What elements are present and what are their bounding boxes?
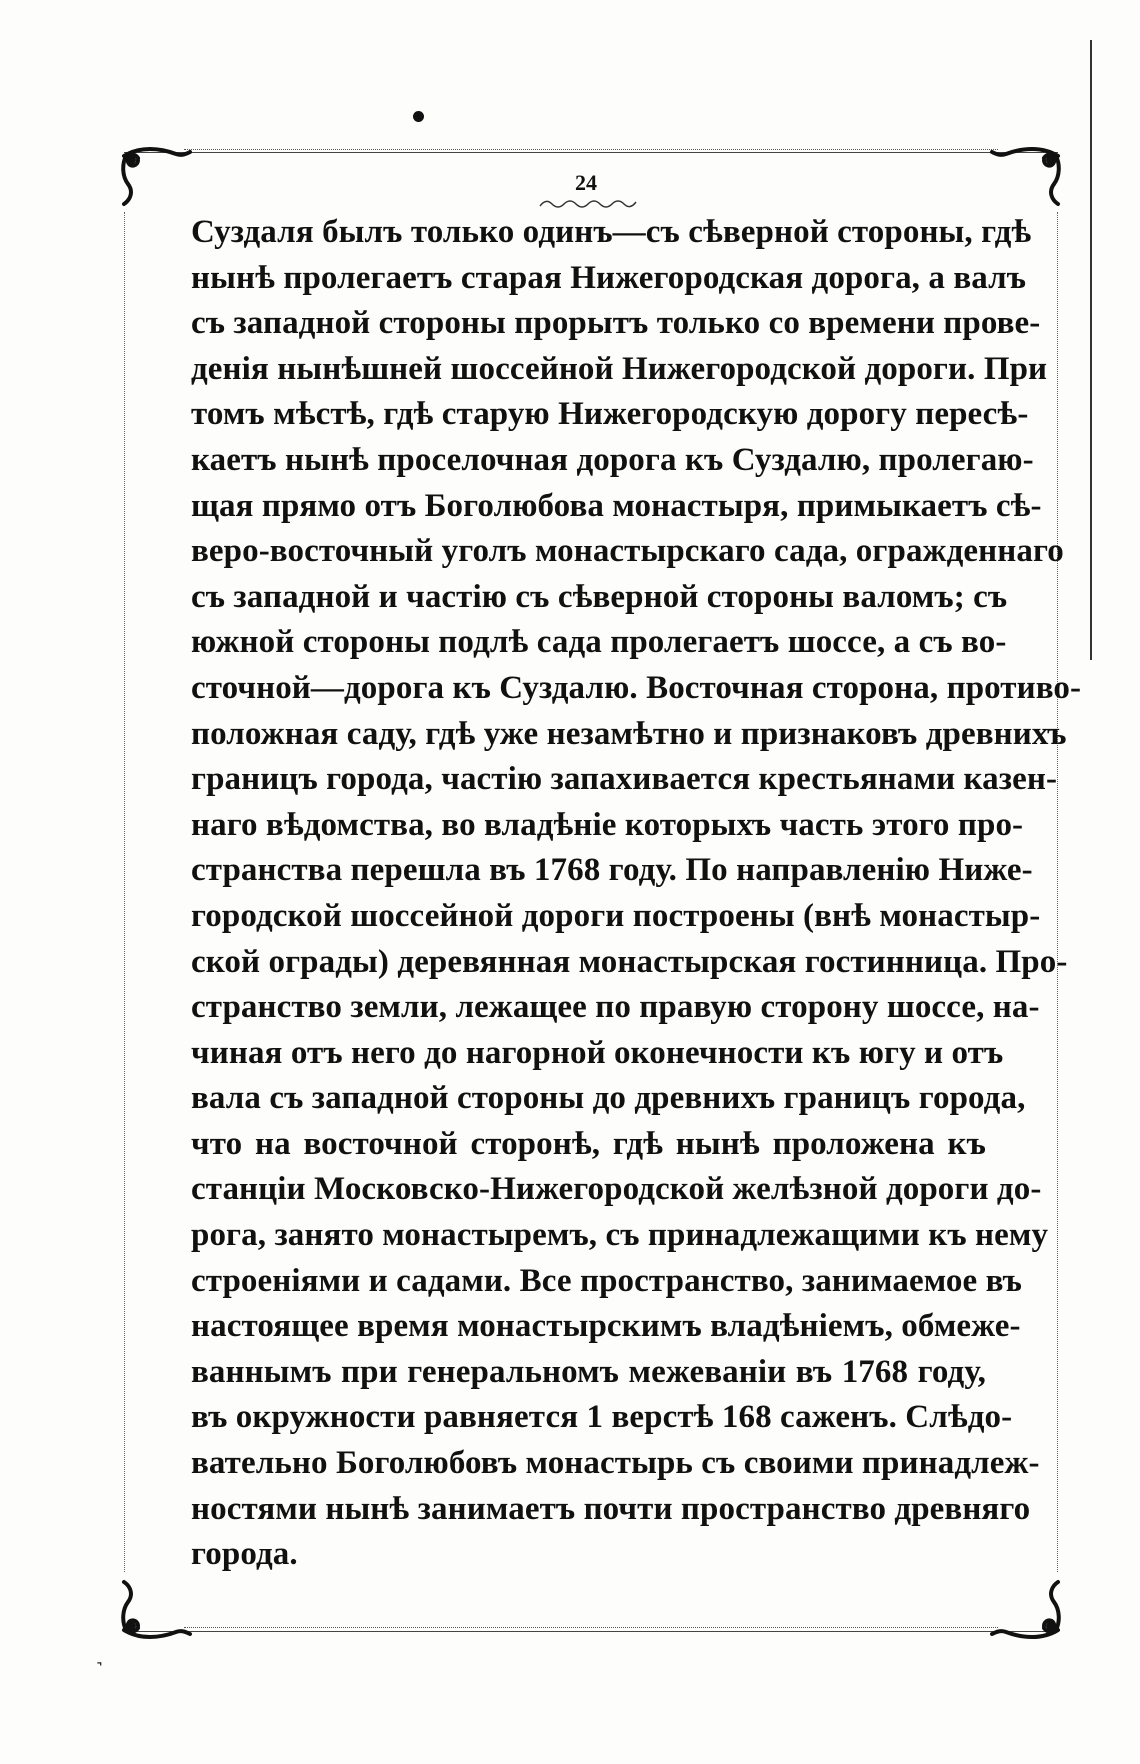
page-number-flourish-icon [538, 196, 638, 210]
text-line: вательно Боголюбовъ монастырь съ своими принадлеж- [191, 1445, 1040, 1482]
text-line: ваннымъ при генеральномъ межеваніи въ 1768 году, [191, 1353, 986, 1390]
text-line: томъ мѣстѣ, гдѣ старую Нижегородскую дорогу пересѣ- [191, 396, 1029, 433]
frame-bottom-rule [124, 1631, 1058, 1632]
scan-edge-rule [1090, 40, 1092, 660]
frame-left-rule [124, 212, 125, 1572]
text-line: рога, занято монастыремъ, съ принадлежащими къ нему [191, 1217, 1049, 1254]
text-line: странства перешла въ 1768 году. По направленію Ниже- [191, 852, 1033, 889]
corner-flourish-icon [988, 1576, 1062, 1640]
body-text [191, 210, 1082, 1578]
text-line: чиная отъ него до нагорной оконечности къ югу и отъ [191, 1034, 1004, 1071]
text-line: въ окружности равняется 1 верстѣ 168 саженъ. Слѣдо- [191, 1399, 1013, 1436]
corner-flourish-icon [120, 146, 194, 210]
text-line: наго вѣдомства, во владѣніе которыхъ часть этого про- [191, 806, 1024, 843]
page-number: 24 [575, 170, 597, 195]
text-line: нынѣ пролегаетъ старая Нижегородская дорога, а валъ [191, 259, 1027, 296]
text-line: щая прямо отъ Боголюбова монастыря, примыкаетъ сѣ- [191, 487, 1042, 524]
text-line: Суздаля былъ только одинъ—съ сѣверной стороны, гдѣ [191, 214, 1032, 250]
text-line: денія нынѣшней шоссейной Нижегородской дороги. При [191, 350, 1048, 387]
text-line: странство земли, лежащее по правую сторону шоссе, на- [191, 989, 1040, 1026]
text-line: границъ города, частію запахивается крестьянами казен- [191, 761, 1058, 798]
text-line: настоящее время монастырскимъ владѣніемъ, обмеже- [191, 1308, 1021, 1345]
text-line: станціи Московско-Нижегородской желѣзной дороги до- [191, 1171, 1042, 1208]
text-line: съ западной стороны прорытъ только со времени прове- [191, 305, 1041, 342]
frame-bottom-dotted [184, 1627, 998, 1628]
text-line: южной стороны подлѣ сада пролегаетъ шоссе, а съ во- [191, 624, 1007, 661]
text-line: вала съ западной стороны до древнихъ границъ города, [191, 1080, 1026, 1117]
text-line: сточной—дорога къ Суздалю. Восточная сторона, противо- [191, 669, 1082, 706]
text-line: веро-восточный уголъ монастырскаго сада, огражденнаго [191, 533, 1064, 570]
text-line: каетъ нынѣ проселочная дорога къ Суздалю, пролегаю- [191, 441, 1034, 478]
frame-top-rule [124, 152, 1058, 153]
corner-flourish-icon [988, 146, 1062, 210]
frame-right-rule [1057, 212, 1058, 1572]
text-line: города. [191, 1536, 298, 1573]
corner-flourish-icon [120, 1576, 194, 1640]
text-line: ностями нынѣ занимаетъ почти пространство древняго [191, 1490, 1031, 1527]
text-line: что на восточной сторонѣ, гдѣ нынѣ проложена къ [191, 1125, 986, 1162]
text-line: съ западной и частію съ сѣверной стороны валомъ; съ [191, 578, 1008, 615]
ink-dot [413, 111, 424, 122]
text-line: ской ограды) деревянная монастырская гостинница. Про- [191, 943, 1068, 980]
text-line: строеніями и садами. Все пространство, занимаемое въ [191, 1262, 1023, 1299]
text-line: положная саду, гдѣ уже незамѣтно и признаковъ древнихъ [191, 715, 1067, 752]
stray-mark: ˺ [96, 1658, 103, 1682]
frame-top-dotted [184, 149, 998, 150]
text-line: городской шоссейной дороги построены (внѣ монастыр- [191, 897, 1041, 934]
